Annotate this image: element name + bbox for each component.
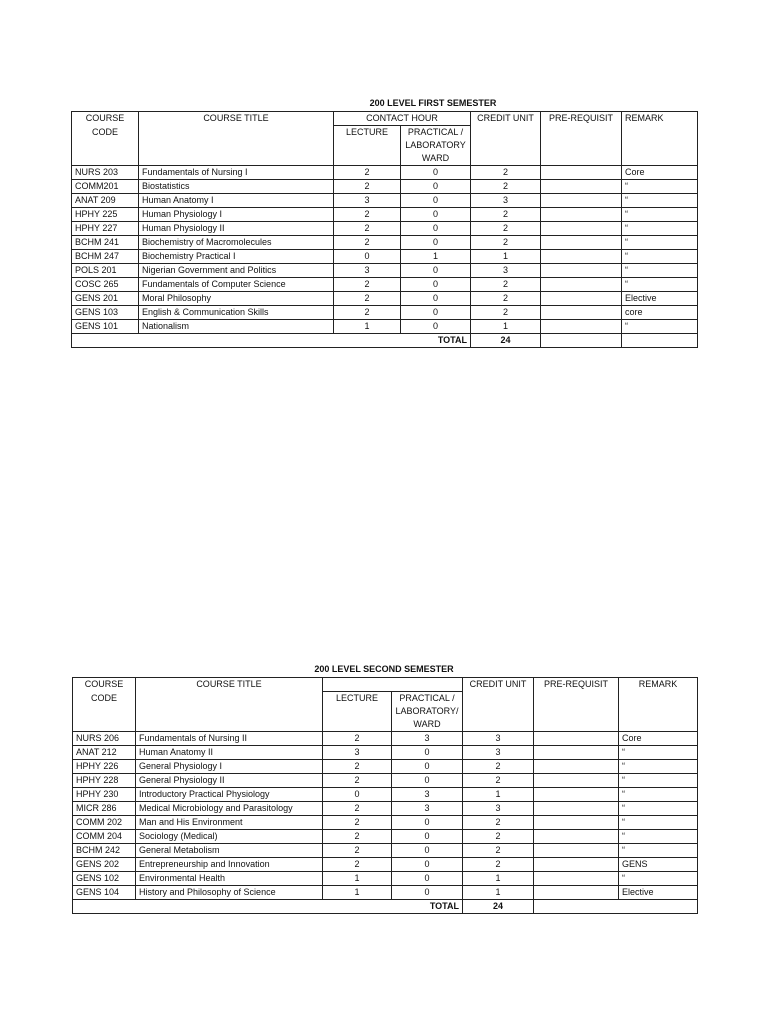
pre-requisit: [541, 264, 622, 278]
course-title: Man and His Environment: [136, 816, 323, 830]
credit-unit: 1: [471, 250, 541, 264]
course-code: HPHY 226: [73, 760, 136, 774]
credit-unit: 2: [463, 844, 534, 858]
credit-unit: 2: [471, 278, 541, 292]
course-title: Fundamentals of Nursing II: [136, 732, 323, 746]
lecture-hours: 2: [334, 222, 401, 236]
lecture-hours: 1: [323, 872, 392, 886]
pre-requisit: [541, 292, 622, 306]
header-lecture: LECTURE: [334, 126, 401, 140]
pre-requisit: [534, 830, 619, 844]
practical-hours: 0: [401, 264, 471, 278]
course-title: Nigerian Government and Politics: [139, 264, 334, 278]
table-row: [72, 194, 698, 208]
practical-hours: 0: [401, 236, 471, 250]
course-code: COMM 202: [73, 816, 136, 830]
table-row: [72, 250, 698, 264]
remark: Elective: [622, 292, 698, 306]
course-code: HPHY 230: [73, 788, 136, 802]
course-code: GENS 104: [73, 886, 136, 900]
table-row: [72, 222, 698, 236]
pre-requisit: [541, 166, 622, 180]
header-credit-spacer: [471, 126, 541, 140]
credit-unit: 1: [463, 886, 534, 900]
course-code: BCHM 247: [72, 250, 139, 264]
pre-requisit: [534, 858, 619, 872]
practical-hours: 0: [401, 208, 471, 222]
credit-unit: 3: [471, 264, 541, 278]
table-row: [73, 816, 698, 830]
remark: “: [622, 250, 698, 264]
lecture-hours: 0: [323, 788, 392, 802]
course-code: HPHY 228: [73, 774, 136, 788]
header-prereq-spacer: [534, 692, 619, 706]
course-title: Fundamentals of Nursing I: [139, 166, 334, 180]
practical-hours: 0: [401, 278, 471, 292]
table-row: [73, 788, 698, 802]
header-remark-spacer: [619, 692, 698, 706]
pre-requisit: [534, 788, 619, 802]
course-title: Introductory Practical Physiology: [136, 788, 323, 802]
table-row: [73, 886, 698, 900]
lecture-hours: 2: [323, 830, 392, 844]
credit-unit: 2: [471, 208, 541, 222]
remark: Core: [619, 732, 698, 746]
practical-hours: 0: [392, 858, 463, 872]
table-row: [73, 872, 698, 886]
credit-unit: 1: [471, 320, 541, 334]
remark: Core: [622, 166, 698, 180]
pre-requisit: [534, 732, 619, 746]
lecture-hours: 3: [334, 194, 401, 208]
pre-requisit: [541, 236, 622, 250]
course-code: GENS 103: [72, 306, 139, 320]
pre-requisit: [541, 222, 622, 236]
course-code: ANAT 212: [73, 746, 136, 760]
course-code: GENS 202: [73, 858, 136, 872]
course-title: Fundamentals of Computer Science: [139, 278, 334, 292]
lecture-hours: 2: [323, 802, 392, 816]
credit-unit: 3: [463, 732, 534, 746]
first-total-value: 24: [471, 334, 541, 348]
header-practical-line2: LABORATORY: [401, 139, 471, 152]
course-code: MICR 286: [73, 802, 136, 816]
remark: “: [619, 872, 698, 886]
table-row: [72, 264, 698, 278]
pre-requisit: [541, 208, 622, 222]
practical-hours: 0: [401, 306, 471, 320]
header-credit-unit: CREDIT UNIT: [463, 678, 534, 692]
second-semester-caption: 200 LEVEL SECOND SEMESTER: [314, 664, 454, 674]
header-pre-requisit: PRE-REQUISIT: [534, 678, 619, 692]
practical-hours: 0: [392, 746, 463, 760]
header-contact-hour: [323, 678, 463, 692]
first-total-label: TOTAL: [401, 334, 471, 348]
practical-hours: 0: [401, 166, 471, 180]
lecture-hours: 2: [323, 844, 392, 858]
credit-unit: 2: [471, 222, 541, 236]
lecture-hours: 3: [323, 746, 392, 760]
lecture-hours: 2: [323, 732, 392, 746]
remark: “: [622, 278, 698, 292]
remark: GENS: [619, 858, 698, 872]
practical-hours: 3: [392, 802, 463, 816]
credit-unit: 2: [471, 166, 541, 180]
table-row: [73, 858, 698, 872]
table-row: [73, 760, 698, 774]
course-code: GENS 101: [72, 320, 139, 334]
first-semester-caption: 200 LEVEL FIRST SEMESTER: [369, 98, 497, 108]
remark: “: [622, 222, 698, 236]
table-row: [73, 830, 698, 844]
pre-requisit: [534, 774, 619, 788]
header-contact-hour: CONTACT HOUR: [334, 112, 471, 126]
credit-unit: 2: [471, 292, 541, 306]
course-title: Human Physiology I: [139, 208, 334, 222]
course-code: NURS 206: [73, 732, 136, 746]
lecture-hours: 2: [334, 236, 401, 250]
pre-requisit: [541, 250, 622, 264]
lecture-hours: 2: [323, 760, 392, 774]
header-practical-line3: WARD: [401, 152, 471, 166]
header-practical-line1: PRACTICAL /: [401, 126, 471, 140]
table-row: [72, 236, 698, 250]
course-title: Sociology (Medical): [136, 830, 323, 844]
table-row: [73, 746, 698, 760]
header-prereq-spacer: [541, 126, 622, 140]
lecture-hours: 2: [323, 816, 392, 830]
table-row: [72, 278, 698, 292]
remark: “: [622, 194, 698, 208]
course-title: Human Anatomy I: [139, 194, 334, 208]
pre-requisit: [541, 306, 622, 320]
course-title: General Metabolism: [136, 844, 323, 858]
pre-requisit: [534, 746, 619, 760]
header-remark-spacer: [622, 126, 698, 140]
table-row: [72, 180, 698, 194]
header-practical-line3: WARD: [392, 718, 463, 732]
second-total-label: TOTAL: [392, 900, 463, 914]
course-title: Medical Microbiology and Parasitology: [136, 802, 323, 816]
pre-requisit: [534, 886, 619, 900]
course-title: Biostatistics: [139, 180, 334, 194]
practical-hours: 0: [392, 872, 463, 886]
pre-requisit: [534, 760, 619, 774]
remark: “: [619, 746, 698, 760]
pre-requisit: [541, 320, 622, 334]
remark: “: [619, 802, 698, 816]
practical-hours: 0: [401, 292, 471, 306]
header-course-code-line2: CODE: [72, 126, 139, 140]
credit-unit: 2: [463, 816, 534, 830]
credit-unit: 2: [471, 236, 541, 250]
credit-unit: 3: [463, 746, 534, 760]
practical-hours: 0: [401, 222, 471, 236]
lecture-hours: 2: [323, 858, 392, 872]
pre-requisit: [541, 278, 622, 292]
practical-hours: 0: [401, 320, 471, 334]
course-title: English & Communication Skills: [139, 306, 334, 320]
pre-requisit: [534, 816, 619, 830]
header-title-spacer: [139, 126, 334, 140]
header-credit-unit: CREDIT UNIT: [471, 112, 541, 126]
course-code: COSC 265: [72, 278, 139, 292]
lecture-hours: 2: [334, 306, 401, 320]
header-course-title: COURSE TITLE: [136, 678, 323, 692]
table-row: [73, 774, 698, 788]
course-title: General Physiology I: [136, 760, 323, 774]
table-row: [73, 844, 698, 858]
course-code: GENS 102: [73, 872, 136, 886]
table-row: [72, 292, 698, 306]
header-practical-line2: LABORATORY/: [392, 705, 463, 718]
lecture-hours: 2: [334, 166, 401, 180]
table-row: [72, 320, 698, 334]
course-code: HPHY 225: [72, 208, 139, 222]
practical-hours: 0: [401, 180, 471, 194]
header-title-spacer: [136, 692, 323, 706]
lecture-hours: 2: [334, 208, 401, 222]
credit-unit: 2: [471, 306, 541, 320]
practical-hours: 0: [392, 760, 463, 774]
table-row: [73, 732, 698, 746]
pre-requisit: [534, 802, 619, 816]
course-title: Moral Philosophy: [139, 292, 334, 306]
remark: “: [622, 180, 698, 194]
header-course-title: COURSE TITLE: [139, 112, 334, 126]
course-code: BCHM 242: [73, 844, 136, 858]
remark: “: [622, 320, 698, 334]
lecture-hours: 2: [334, 278, 401, 292]
credit-unit: 2: [471, 180, 541, 194]
lecture-hours: 2: [323, 774, 392, 788]
pre-requisit: [541, 194, 622, 208]
credit-unit: 2: [463, 858, 534, 872]
remark: “: [622, 208, 698, 222]
lecture-hours: 2: [334, 292, 401, 306]
practical-hours: 3: [392, 788, 463, 802]
lecture-hours: 2: [334, 180, 401, 194]
remark: “: [619, 788, 698, 802]
lecture-hours: 0: [334, 250, 401, 264]
remark: “: [622, 264, 698, 278]
course-title: General Physiology II: [136, 774, 323, 788]
credit-unit: 2: [463, 830, 534, 844]
credit-unit: 2: [463, 774, 534, 788]
table-row: [72, 306, 698, 320]
practical-hours: 3: [392, 732, 463, 746]
header-remark: REMARK: [622, 112, 698, 126]
header-practical-line1: PRACTICAL /: [392, 692, 463, 706]
remark: “: [619, 816, 698, 830]
remark: “: [619, 830, 698, 844]
pre-requisit: [534, 844, 619, 858]
remark: “: [619, 774, 698, 788]
remark: “: [622, 236, 698, 250]
course-title: Biochemistry Practical I: [139, 250, 334, 264]
credit-unit: 1: [463, 872, 534, 886]
lecture-hours: 1: [323, 886, 392, 900]
remark: Elective: [619, 886, 698, 900]
second-total-value: 24: [463, 900, 534, 914]
course-title: Human Anatomy II: [136, 746, 323, 760]
practical-hours: 0: [392, 886, 463, 900]
table-row: [73, 802, 698, 816]
course-code: GENS 201: [72, 292, 139, 306]
header-course-code-line1: COURSE: [72, 112, 139, 126]
header-credit-spacer: [463, 692, 534, 706]
table-row: [72, 208, 698, 222]
header-lecture: LECTURE: [323, 692, 392, 706]
course-title: Nationalism: [139, 320, 334, 334]
course-code: HPHY 227: [72, 222, 139, 236]
course-title: Environmental Health: [136, 872, 323, 886]
practical-hours: 0: [392, 774, 463, 788]
practical-hours: 0: [392, 844, 463, 858]
header-remark: REMARK: [619, 678, 698, 692]
practical-hours: 0: [392, 816, 463, 830]
course-code: ANAT 209: [72, 194, 139, 208]
lecture-hours: 1: [334, 320, 401, 334]
pre-requisit: [541, 180, 622, 194]
credit-unit: 1: [463, 788, 534, 802]
course-code: COMM201: [72, 180, 139, 194]
practical-hours: 0: [392, 830, 463, 844]
course-title: Human Physiology II: [139, 222, 334, 236]
course-code: BCHM 241: [72, 236, 139, 250]
second-semester-table: [72, 677, 698, 914]
header-course-code-line1: COURSE: [73, 678, 136, 692]
first-semester-table: [71, 111, 698, 348]
remark: “: [619, 844, 698, 858]
credit-unit: 3: [471, 194, 541, 208]
table-row: [72, 166, 698, 180]
header-course-code-line2: CODE: [73, 692, 136, 706]
course-code: NURS 203: [72, 166, 139, 180]
course-title: History and Philosophy of Science: [136, 886, 323, 900]
remark: “: [619, 760, 698, 774]
lecture-hours: 3: [334, 264, 401, 278]
remark: core: [622, 306, 698, 320]
practical-hours: 0: [401, 194, 471, 208]
practical-hours: 1: [401, 250, 471, 264]
header-pre-requisit: PRE-REQUISIT: [541, 112, 622, 126]
course-title: Biochemistry of Macromolecules: [139, 236, 334, 250]
credit-unit: 3: [463, 802, 534, 816]
pre-requisit: [534, 872, 619, 886]
credit-unit: 2: [463, 760, 534, 774]
course-code: POLS 201: [72, 264, 139, 278]
course-title: Entrepreneurship and Innovation: [136, 858, 323, 872]
course-code: COMM 204: [73, 830, 136, 844]
